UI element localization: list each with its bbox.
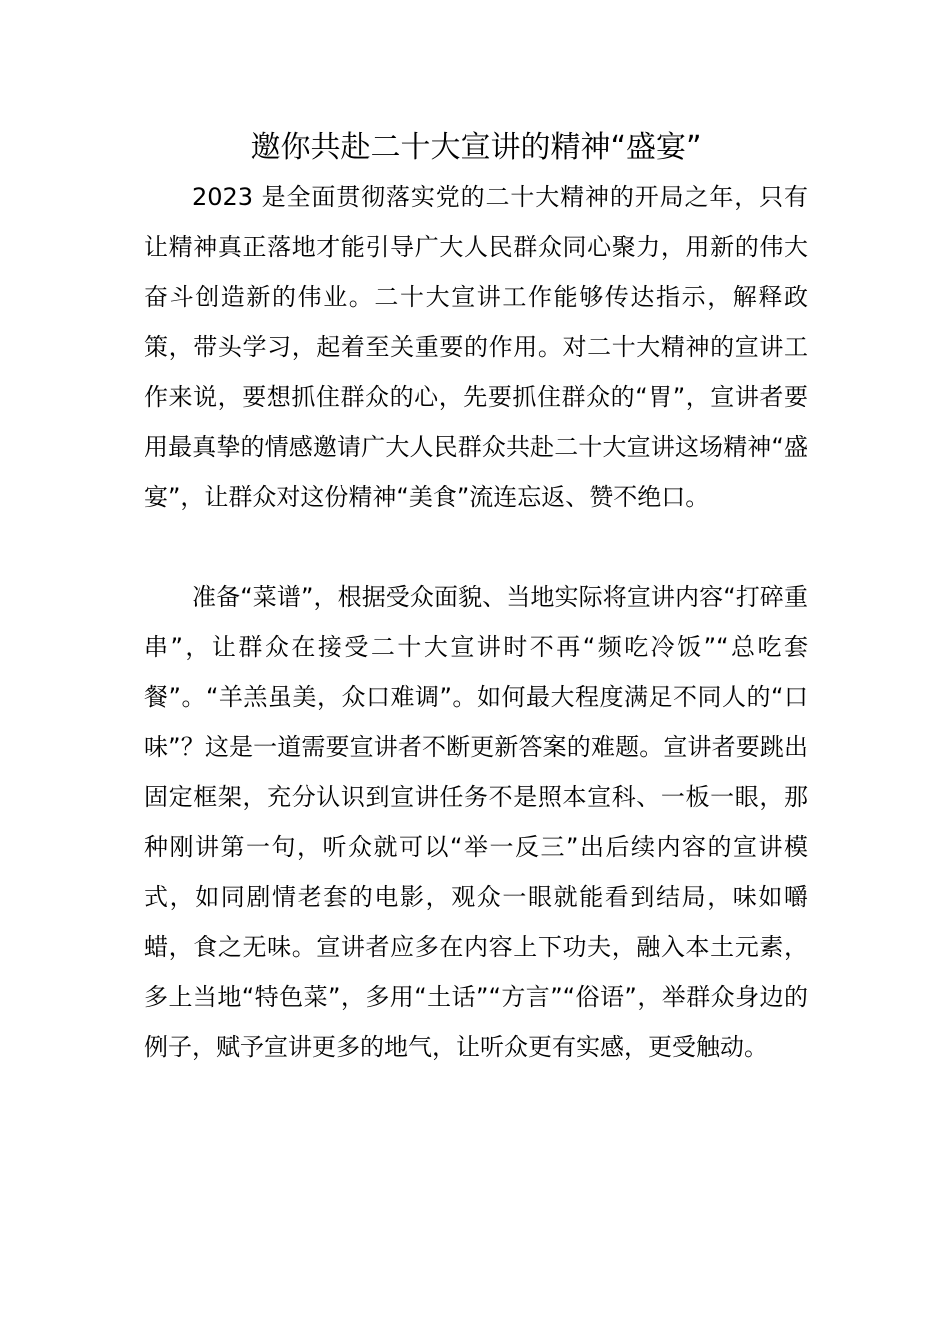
document-page — [144, 124, 808, 1072]
paragraph-intro: 2023 是全面贯彻落实党的二十大精神的开局之年，只有让精神真正落地才能引导广大人民群众同心聚力，用新的伟大奋斗创造新的伟业。二十大宣讲工作能够传达指示，解释政策，带头学习，起着至关重要的作用。对二十大精神的宣讲工作来说，要想抓住群众的心，先要抓住群众的“胃”，宣讲者要用最真挚的情感邀请广大人民群众共赴二十大宣讲这场精神“盛宴”，让群众对这份精神“美食”流连忘返、赞不绝口。 — [144, 183, 808, 511]
document-title: 邀你共赴二十大宣讲的精神“盛宴” — [250, 130, 702, 165]
paragraph-menu: 准备“菜谱”，根据受众面貌、当地实际将宣讲内容“打碎重串”，让群众在接受二十大宣讲时不再“频吃冷饭”“总吃套餐”。“羊羔虽美，众口难调”。如何最大程度满足不同人的“口味”？这是一道需要宣讲者不断更新答案的难题。宣讲者要跳出固定框架，充分认识到宣讲任务不是照本宣科、一板一眼，那种刚讲第一句，听众就可以“举一反三”出后续内容的宣讲模式，如同剧情老套的电影，观众一眼就能看到结局，味如嚼蜡，食之无味。宣讲者应多在内容上下功夫，融入本土元素，多上当地“特色菜”，多用“土话”“方言”“俗语”，举群众身边的例子，赋予宣讲更多的地气，让听众更有实感，更受触动。 — [144, 583, 808, 1061]
